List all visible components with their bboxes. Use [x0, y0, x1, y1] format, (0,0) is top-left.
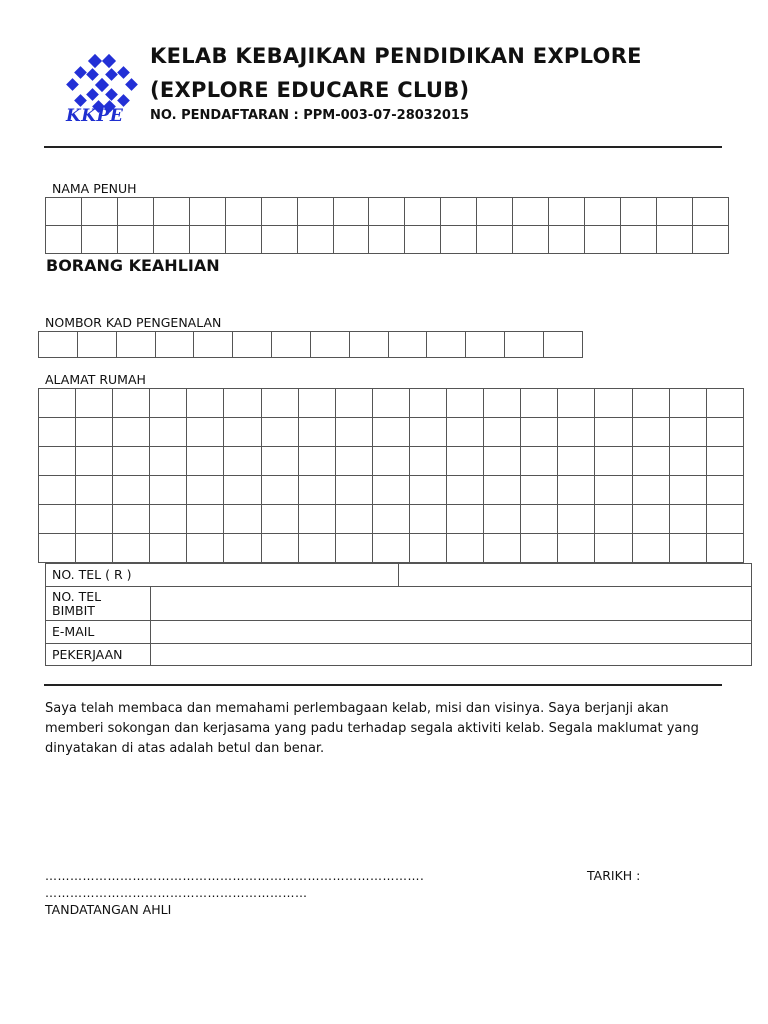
date-label: TARIKH :: [587, 868, 641, 883]
grid-cell[interactable]: [76, 389, 113, 418]
grid-cell[interactable]: [372, 476, 409, 505]
grid-cell[interactable]: [447, 418, 484, 447]
grid-cell[interactable]: [692, 198, 728, 226]
grid-cell[interactable]: [669, 534, 706, 563]
grid-cell[interactable]: [706, 534, 743, 563]
grid-cell[interactable]: [549, 226, 585, 254]
grid-cell[interactable]: [669, 476, 706, 505]
tel-home-field[interactable]: [399, 564, 752, 587]
grid-cell[interactable]: [335, 534, 372, 563]
grid-cell[interactable]: [224, 505, 261, 534]
full-name-grid[interactable]: [45, 197, 729, 254]
grid-cell[interactable]: [272, 332, 311, 358]
tel-mobile-label: NO. TEL BIMBIT: [46, 587, 151, 621]
grid-row: [39, 476, 744, 505]
date-line[interactable]: ………………………………………………………: [45, 886, 308, 900]
grid-cell[interactable]: [409, 447, 446, 476]
grid-cell[interactable]: [372, 447, 409, 476]
grid-cell[interactable]: [76, 476, 113, 505]
grid-cell[interactable]: [585, 198, 621, 226]
grid-cell[interactable]: [298, 418, 335, 447]
grid-cell[interactable]: [81, 198, 117, 226]
grid-cell[interactable]: [77, 332, 116, 358]
grid-cell[interactable]: [76, 505, 113, 534]
grid-cell[interactable]: [261, 534, 298, 563]
grid-cell[interactable]: [224, 389, 261, 418]
grid-cell[interactable]: [558, 476, 595, 505]
signature-label: TANDATANGAN AHLI: [45, 902, 172, 917]
tel-mobile-row: [46, 587, 752, 621]
grid-cell[interactable]: [447, 534, 484, 563]
grid-cell[interactable]: [595, 476, 632, 505]
grid-cell[interactable]: [261, 389, 298, 418]
grid-cell[interactable]: [117, 198, 153, 226]
grid-row: [39, 447, 744, 476]
grid-cell[interactable]: [224, 447, 261, 476]
grid-cell[interactable]: [484, 505, 521, 534]
grid-cell[interactable]: [632, 389, 669, 418]
grid-cell[interactable]: [150, 418, 187, 447]
grid-row: [46, 226, 729, 254]
grid-cell[interactable]: [521, 476, 558, 505]
grid-cell[interactable]: [484, 476, 521, 505]
grid-cell[interactable]: [298, 447, 335, 476]
grid-cell[interactable]: [447, 447, 484, 476]
grid-cell[interactable]: [409, 389, 446, 418]
grid-cell[interactable]: [39, 389, 76, 418]
grid-cell[interactable]: [187, 505, 224, 534]
grid-cell[interactable]: [427, 332, 466, 358]
grid-row: [39, 534, 744, 563]
tel-home-label: NO. TEL ( R ): [46, 564, 399, 587]
grid-cell[interactable]: [113, 418, 150, 447]
grid-cell[interactable]: [39, 447, 76, 476]
grid-cell[interactable]: [692, 226, 728, 254]
grid-cell[interactable]: [706, 505, 743, 534]
occupation-field[interactable]: [151, 644, 752, 666]
grid-cell[interactable]: [335, 447, 372, 476]
grid-cell[interactable]: [477, 198, 513, 226]
grid-cell[interactable]: [632, 476, 669, 505]
grid-cell[interactable]: [261, 418, 298, 447]
grid-cell[interactable]: [595, 389, 632, 418]
grid-cell[interactable]: [409, 418, 446, 447]
grid-cell[interactable]: [558, 534, 595, 563]
club-subtitle: (EXPLORE EDUCARE CLUB): [150, 78, 470, 102]
grid-cell[interactable]: [484, 418, 521, 447]
grid-cell[interactable]: [113, 534, 150, 563]
grid-cell[interactable]: [706, 476, 743, 505]
grid-cell[interactable]: [595, 505, 632, 534]
grid-cell[interactable]: [405, 226, 441, 254]
grid-cell[interactable]: [656, 198, 692, 226]
grid-cell[interactable]: [521, 418, 558, 447]
grid-cell[interactable]: [113, 505, 150, 534]
grid-cell[interactable]: [521, 505, 558, 534]
grid-cell[interactable]: [369, 226, 405, 254]
full-name-label: NAMA PENUH: [52, 181, 137, 196]
registration-number: NO. PENDAFTARAN : PPM-003-07-28032015: [150, 108, 470, 123]
grid-cell[interactable]: [621, 198, 657, 226]
grid-cell[interactable]: [447, 505, 484, 534]
grid-cell[interactable]: [706, 418, 743, 447]
grid-cell[interactable]: [335, 505, 372, 534]
grid-cell[interactable]: [447, 389, 484, 418]
grid-cell[interactable]: [595, 534, 632, 563]
grid-cell[interactable]: [150, 505, 187, 534]
signature-line[interactable]: ……………………………………………………………………………….: [45, 869, 425, 883]
email-field[interactable]: [151, 621, 752, 644]
grid-row: [39, 389, 744, 418]
grid-cell[interactable]: [298, 534, 335, 563]
grid-cell[interactable]: [706, 389, 743, 418]
grid-cell[interactable]: [388, 332, 427, 358]
grid-cell[interactable]: [189, 226, 225, 254]
grid-cell[interactable]: [669, 418, 706, 447]
grid-row: [39, 418, 744, 447]
grid-cell[interactable]: [310, 332, 349, 358]
grid-cell[interactable]: [441, 198, 477, 226]
grid-cell[interactable]: [333, 226, 369, 254]
grid-cell[interactable]: [595, 418, 632, 447]
grid-cell[interactable]: [632, 505, 669, 534]
grid-cell[interactable]: [349, 332, 388, 358]
grid-cell[interactable]: [372, 534, 409, 563]
grid-cell[interactable]: [113, 447, 150, 476]
grid-cell[interactable]: [153, 226, 189, 254]
grid-cell[interactable]: [298, 389, 335, 418]
grid-cell[interactable]: [46, 226, 82, 254]
declaration-divider: [44, 684, 722, 686]
grid-cell[interactable]: [513, 226, 549, 254]
grid-cell[interactable]: [558, 447, 595, 476]
grid-cell[interactable]: [76, 418, 113, 447]
header-divider: [44, 146, 722, 148]
club-title: KELAB KEBAJIKAN PENDIDIKAN EXPLORE: [150, 44, 642, 68]
grid-row: [46, 198, 729, 226]
grid-cell[interactable]: [558, 418, 595, 447]
grid-cell[interactable]: [521, 447, 558, 476]
grid-cell[interactable]: [409, 534, 446, 563]
occupation-row: [46, 644, 752, 666]
ic-number-grid[interactable]: [38, 331, 583, 358]
occupation-label: PEKERJAAN: [46, 644, 151, 666]
address-grid[interactable]: [38, 388, 744, 563]
grid-cell[interactable]: [466, 332, 505, 358]
logo-text: KKPE: [66, 106, 124, 126]
grid-cell[interactable]: [76, 447, 113, 476]
grid-cell[interactable]: [194, 332, 233, 358]
grid-cell[interactable]: [153, 198, 189, 226]
grid-cell[interactable]: [372, 389, 409, 418]
grid-cell[interactable]: [39, 534, 76, 563]
grid-cell[interactable]: [297, 198, 333, 226]
grid-row: [39, 505, 744, 534]
grid-cell[interactable]: [632, 447, 669, 476]
grid-cell[interactable]: [189, 198, 225, 226]
grid-cell[interactable]: [187, 447, 224, 476]
grid-cell[interactable]: [116, 332, 155, 358]
grid-cell[interactable]: [261, 447, 298, 476]
grid-cell[interactable]: [113, 389, 150, 418]
grid-cell[interactable]: [669, 505, 706, 534]
grid-cell[interactable]: [298, 505, 335, 534]
grid-cell[interactable]: [187, 418, 224, 447]
grid-cell[interactable]: [521, 389, 558, 418]
grid-cell[interactable]: [233, 332, 272, 358]
grid-cell[interactable]: [298, 476, 335, 505]
grid-cell[interactable]: [225, 226, 261, 254]
contact-table: [45, 563, 752, 666]
email-row: [46, 621, 752, 644]
grid-cell[interactable]: [505, 332, 544, 358]
tel-mobile-field[interactable]: [151, 587, 752, 621]
grid-cell[interactable]: [409, 505, 446, 534]
grid-cell[interactable]: [150, 476, 187, 505]
email-label: E-MAIL: [46, 621, 151, 644]
grid-cell[interactable]: [621, 226, 657, 254]
grid-cell[interactable]: [76, 534, 113, 563]
grid-cell[interactable]: [477, 226, 513, 254]
tel-home-row: [46, 564, 752, 587]
grid-cell[interactable]: [150, 534, 187, 563]
grid-cell[interactable]: [335, 389, 372, 418]
grid-cell[interactable]: [224, 418, 261, 447]
grid-cell[interactable]: [187, 389, 224, 418]
grid-cell[interactable]: [558, 505, 595, 534]
grid-cell[interactable]: [369, 198, 405, 226]
grid-cell[interactable]: [187, 534, 224, 563]
grid-cell[interactable]: [405, 198, 441, 226]
grid-cell[interactable]: [113, 476, 150, 505]
ic-number-label: NOMBOR KAD PENGENALAN: [45, 315, 222, 330]
grid-cell[interactable]: [656, 226, 692, 254]
grid-cell[interactable]: [372, 418, 409, 447]
grid-cell[interactable]: [335, 476, 372, 505]
grid-cell[interactable]: [335, 418, 372, 447]
grid-cell[interactable]: [409, 476, 446, 505]
grid-cell[interactable]: [632, 418, 669, 447]
grid-cell[interactable]: [669, 447, 706, 476]
grid-cell[interactable]: [261, 505, 298, 534]
grid-cell[interactable]: [521, 534, 558, 563]
grid-cell[interactable]: [333, 198, 369, 226]
grid-cell[interactable]: [447, 476, 484, 505]
grid-cell[interactable]: [224, 534, 261, 563]
grid-cell[interactable]: [585, 226, 621, 254]
grid-cell[interactable]: [46, 198, 82, 226]
grid-cell[interactable]: [39, 505, 76, 534]
grid-cell[interactable]: [441, 226, 477, 254]
grid-cell[interactable]: [117, 226, 153, 254]
address-label: ALAMAT RUMAH: [45, 372, 146, 387]
grid-cell[interactable]: [81, 226, 117, 254]
grid-row: [39, 332, 583, 358]
grid-cell[interactable]: [669, 389, 706, 418]
grid-cell[interactable]: [39, 332, 78, 358]
grid-cell[interactable]: [224, 476, 261, 505]
grid-cell[interactable]: [513, 198, 549, 226]
grid-cell[interactable]: [484, 534, 521, 563]
form-heading: BORANG KEAHLIAN: [46, 256, 220, 275]
grid-cell[interactable]: [484, 447, 521, 476]
grid-cell[interactable]: [39, 476, 76, 505]
grid-cell[interactable]: [155, 332, 194, 358]
grid-cell[interactable]: [484, 389, 521, 418]
grid-cell[interactable]: [558, 389, 595, 418]
grid-cell[interactable]: [261, 198, 297, 226]
grid-cell[interactable]: [261, 226, 297, 254]
grid-cell[interactable]: [706, 447, 743, 476]
grid-cell[interactable]: [39, 418, 76, 447]
grid-cell[interactable]: [632, 534, 669, 563]
declaration-text: Saya telah membaca dan memahami perlembagaan kelab, misi dan visinya. Saya berjanji akan memberi sokongan dan kerjasama yang padu terhadap segala aktiviti kelab. Segala maklumat yang dinyatakan di atas adalah betul dan benar.: [45, 701, 699, 756]
grid-cell[interactable]: [150, 447, 187, 476]
grid-cell[interactable]: [372, 505, 409, 534]
grid-cell[interactable]: [543, 332, 582, 358]
grid-cell[interactable]: [549, 198, 585, 226]
grid-cell[interactable]: [187, 476, 224, 505]
grid-cell[interactable]: [297, 226, 333, 254]
grid-cell[interactable]: [261, 476, 298, 505]
grid-cell[interactable]: [595, 447, 632, 476]
grid-cell[interactable]: [225, 198, 261, 226]
grid-cell[interactable]: [150, 389, 187, 418]
